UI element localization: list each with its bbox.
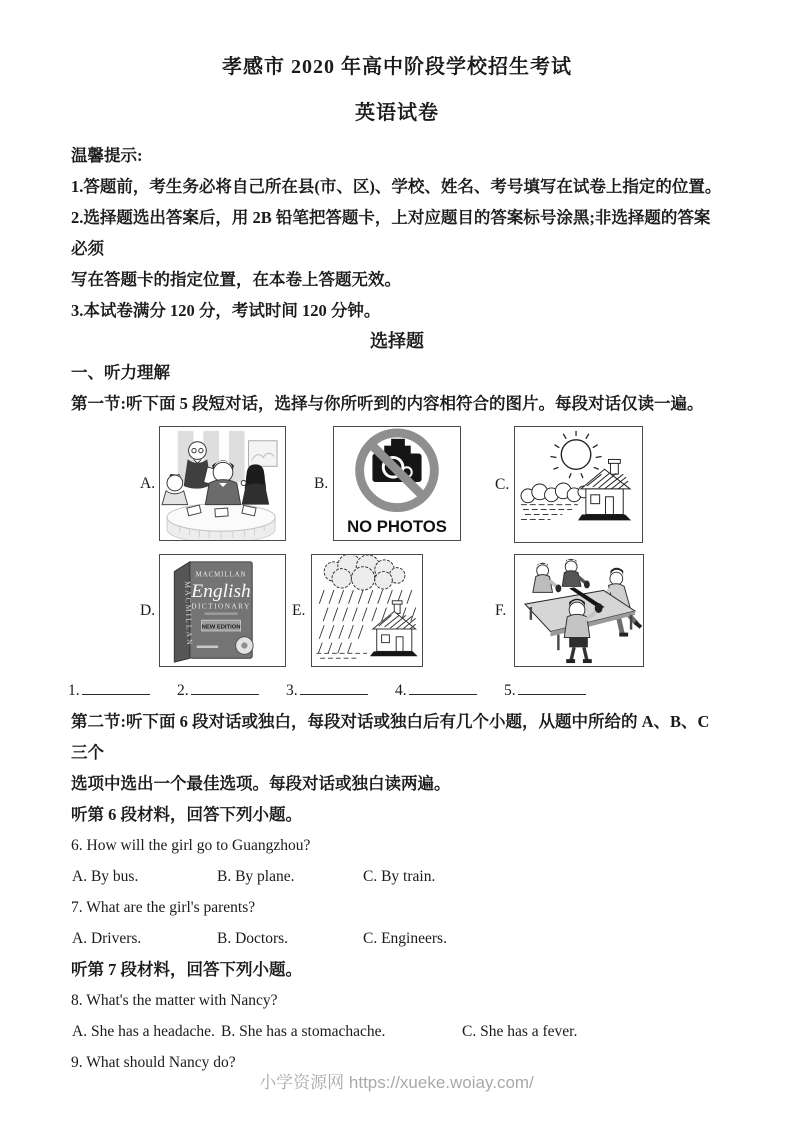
question-8-text: 8. What's the matter with Nancy?	[71, 992, 278, 1009]
blank-number-5: 5.	[504, 682, 516, 699]
watermark-footer: 小学资源网 https://xueke.woiay.com/	[259, 1073, 534, 1092]
book-spine-text: MACMILLAN	[183, 581, 195, 647]
q6-option-b: B. By plane.	[217, 868, 295, 885]
picture-option-e	[292, 554, 423, 667]
q8-option-b: B. She has a stomachache.	[221, 1023, 386, 1040]
part1-instruction: 第一节:听下面 5 段短对话，选择与你所听到的内容相符合的图片。每段对话仅读一遍。	[71, 394, 704, 413]
picture-frame-e	[311, 554, 423, 667]
q8-option-a: A. She has a headache.	[72, 1023, 215, 1040]
table-tennis-illustration	[515, 555, 643, 666]
material6-heading: 听第 6 段材料，回答下列小题。	[71, 805, 302, 824]
picture-label-d: D.	[140, 601, 156, 619]
notice-line-2a: 2.选择题选出答案后，用 2B 铅笔把答题卡，上对应题目的答案标号涂黑;非选择题的答案必须	[71, 208, 711, 258]
notice-line-1: 1.答题前，考生务必将自己所在县(市、区)、学校、姓名、考号填写在试卷上指定的位置。	[71, 177, 722, 196]
picture-option-f	[495, 554, 644, 667]
sunny-house-illustration	[515, 427, 642, 542]
picture-frame-b	[333, 426, 461, 541]
q8-option-c: C. She has a fever.	[462, 1023, 578, 1040]
blank-line-2	[191, 681, 259, 695]
question-8-options	[71, 1016, 723, 1047]
notice-heading: 温馨提示:	[71, 146, 143, 165]
blank-line-5	[518, 681, 586, 695]
exam-title: 孝感市 2020 年高中阶段学校招生考试	[222, 56, 572, 78]
q6-option-c: C. By train.	[363, 868, 436, 885]
answer-blank-2	[177, 675, 259, 706]
answer-blanks-row	[68, 675, 723, 706]
picture-option-a	[140, 426, 286, 541]
picture-label-c: C.	[495, 475, 510, 493]
q7-option-a: A. Drivers.	[72, 930, 142, 947]
notice-line-3: 3.本试卷满分 120 分，考试时间 120 分钟。	[71, 301, 381, 320]
question-7-options	[71, 923, 723, 954]
book-publisher-text: MACMILLAN	[195, 571, 247, 579]
picture-frame-a	[159, 426, 286, 541]
rainy-house-illustration	[312, 555, 422, 666]
dictionary-book-illustration	[160, 555, 285, 666]
blank-number-1: 1.	[68, 682, 80, 699]
listening-picture-grid	[71, 426, 723, 667]
blank-line-4	[409, 681, 477, 695]
part2-instruction-line2: 选项中选出一个最佳选项。每段对话或独白读两遍。	[71, 774, 451, 793]
picture-label-e: E.	[292, 601, 306, 619]
blank-number-2: 2.	[177, 682, 189, 699]
blank-number-3: 3.	[286, 682, 298, 699]
blank-number-4: 4.	[395, 682, 407, 699]
exam-subtitle: 英语试卷	[355, 102, 439, 124]
answer-blank-5	[504, 675, 586, 706]
family-dinner-illustration	[160, 427, 285, 540]
picture-label-a: A.	[140, 474, 156, 492]
picture-label-b: B.	[314, 474, 329, 492]
book-title-text: English	[191, 580, 251, 602]
listening-section-heading: 一、听力理解	[71, 363, 170, 382]
question-6-text: 6. How will the girl go to Guangzhou?	[71, 837, 311, 854]
q6-option-a: A. By bus.	[72, 868, 139, 885]
picture-label-f: F.	[495, 601, 507, 619]
answer-blank-3	[286, 675, 368, 706]
q7-option-c: C. Engineers.	[363, 930, 447, 947]
content-column	[68, 50, 723, 1078]
no-photos-sign-illustration	[334, 427, 460, 540]
picture-option-b	[314, 426, 461, 541]
answer-blank-1	[68, 675, 150, 706]
part2-instruction-line1: 第二节:听下面 6 段对话或独白，每段对话或独白后有几个小题，从题中所给的 A、B、C 三个	[71, 712, 710, 762]
question-7-text: 7. What are the girl's parents?	[71, 899, 256, 916]
picture-option-c	[495, 426, 643, 543]
choice-section-heading: 选择题	[370, 331, 424, 351]
answer-blank-4	[395, 675, 477, 706]
book-badge-text: NEW EDITION	[201, 624, 241, 631]
blank-line-3	[300, 681, 368, 695]
question-9-text: 9. What should Nancy do?	[71, 1054, 236, 1071]
blank-line-1	[82, 681, 150, 695]
notice-line-2b: 写在答题卡的指定位置，在本卷上答题无效。	[71, 270, 401, 289]
picture-frame-d	[159, 554, 286, 667]
picture-option-d	[140, 554, 286, 667]
material7-heading: 听第 7 段材料，回答下列小题。	[71, 960, 302, 979]
book-subtitle-text: DICTIONARY	[191, 601, 251, 611]
picture-frame-f	[514, 554, 644, 667]
no-photos-text: NO PHOTOS	[347, 517, 447, 537]
q7-option-b: B. Doctors.	[217, 930, 289, 947]
question-6-options	[71, 861, 723, 892]
picture-frame-c	[514, 426, 643, 543]
